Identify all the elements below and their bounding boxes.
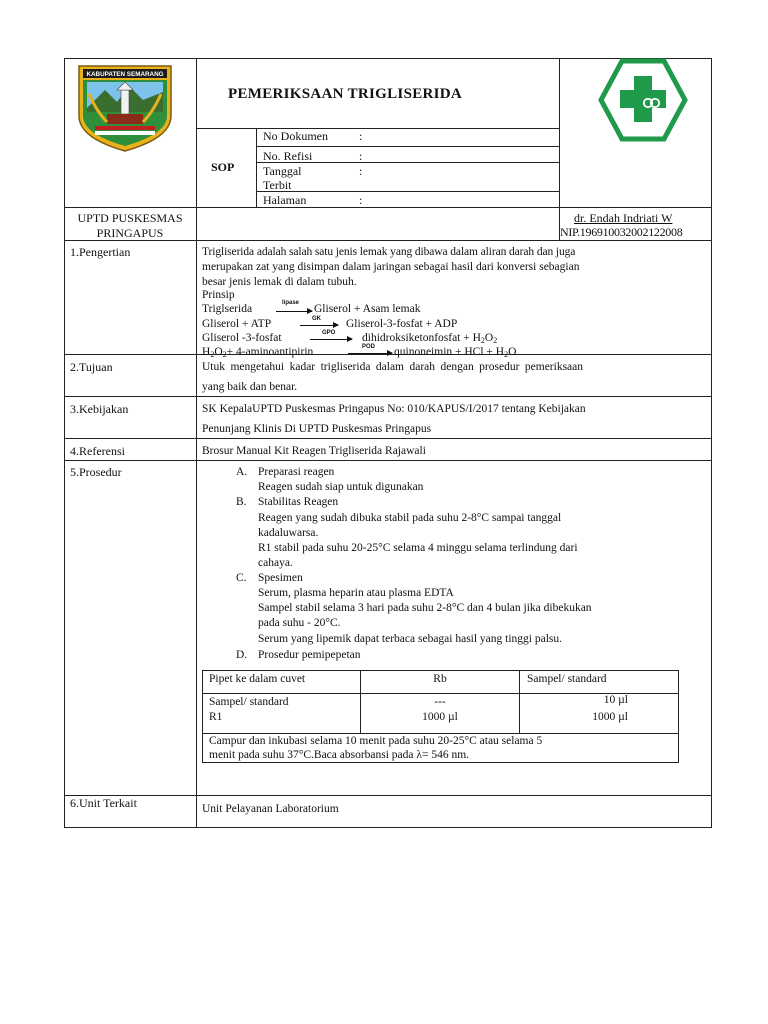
section-label-prosedur: 5.Prosedur bbox=[70, 465, 122, 479]
field-tanggal: Tanggal bbox=[263, 164, 302, 178]
reaction-2-left: Gliserol + ATP bbox=[202, 318, 272, 330]
list-item-title: Spesimen bbox=[258, 572, 303, 584]
section-label-referensi: 4.Referensi bbox=[70, 444, 125, 458]
field-no-dokumen: No Dokumen bbox=[263, 129, 328, 143]
reaction-1-right: Gliserol + Asam lemak bbox=[314, 303, 421, 315]
svg-text:KABUPATEN SEMARANG: KABUPATEN SEMARANG bbox=[86, 71, 164, 78]
unit-text: Unit Pelayanan Laboratorium bbox=[202, 803, 339, 815]
reaction-3-left: Gliserol -3-fosfat bbox=[202, 332, 282, 344]
enzyme-gk: GK bbox=[312, 316, 321, 322]
list-item-title: Stabilitas Reagen bbox=[258, 496, 339, 508]
pengertian-text: merupakan zat yang disimpan dalam jaringan sebagai hasil dari konversi sebagian bbox=[202, 261, 580, 273]
list-item-text: cahaya. bbox=[258, 557, 293, 569]
table-row-label: R1 bbox=[209, 711, 223, 723]
signer-name: dr. Endah Indriati W bbox=[574, 211, 673, 225]
table-cell: 1000 µl bbox=[422, 711, 458, 723]
sop-label: SOP bbox=[211, 160, 235, 174]
table-header: Rb bbox=[433, 673, 447, 685]
reaction-arrow bbox=[310, 339, 352, 340]
list-item-text: pada suhu - 20°C. bbox=[258, 617, 341, 629]
field-sep: : bbox=[359, 149, 363, 163]
list-marker: B. bbox=[236, 496, 247, 508]
table-note: Campur dan inkubasi selama 10 menit pada suhu 20-25°C atau selama 5 bbox=[209, 735, 543, 747]
field-no-refisi: No. Refisi bbox=[263, 149, 313, 163]
field-sep: : bbox=[359, 193, 363, 207]
list-marker: D. bbox=[236, 649, 248, 661]
list-item-title: Preparasi reagen bbox=[258, 466, 335, 478]
table-cell: --- bbox=[434, 696, 446, 708]
reaction-1-left: Triglserida bbox=[202, 303, 253, 315]
list-item-text: kadaluwarsa. bbox=[258, 527, 319, 539]
list-item-text: Reagen sudah siap untuk digunakan bbox=[258, 481, 424, 493]
pengertian-text: Trigliserida adalah salah satu jenis lemak yang dibawa dalam aliran darah dan juga bbox=[202, 246, 576, 258]
kebijakan-text: SK KepalaUPTD Puskesmas Pringapus No: 010/KAPUS/I/2017 tentang Kebijakan bbox=[202, 403, 586, 415]
prinsip-heading: Prinsip bbox=[202, 289, 235, 301]
list-item-text: Sampel stabil selama 3 hari pada suhu 2-8°C dan 4 bulan jika dibekukan bbox=[258, 602, 592, 614]
list-item-text: Serum yang lipemik dapat terbaca sebagai hasil yang tinggi palsu. bbox=[258, 633, 563, 645]
reaction-arrow bbox=[348, 353, 392, 354]
tujuan-text: Utuk mengetahui kadar trigliserida dalam darah dengan prosedur pemeriksaan bbox=[202, 361, 584, 373]
section-label-kebijakan: 3.Kebijakan bbox=[70, 402, 129, 416]
table-note: menit pada suhu 37°C.Baca absorbansi pada λ= 546 nm. bbox=[209, 749, 470, 761]
enzyme-lipase: lipase bbox=[282, 300, 300, 306]
list-marker: A. bbox=[236, 466, 248, 478]
table-cell: 10 µl bbox=[603, 694, 628, 706]
field-halaman: Halaman bbox=[263, 193, 307, 207]
table-row-label: Sampel/ standard bbox=[209, 696, 289, 708]
enzyme-gpo: GPO bbox=[322, 330, 336, 336]
list-item-text: Reagen yang sudah dibuka stabil pada suhu 2-8°C sampai tanggal bbox=[258, 512, 562, 524]
list-item-title: Prosedur pemipepetan bbox=[258, 649, 361, 661]
reaction-3-right: dihidroksiketonfosfat + $H_2O_2$ bbox=[362, 332, 498, 345]
tujuan-text: yang baik dan benar. bbox=[202, 381, 298, 393]
table-header: Pipet ke dalam cuvet bbox=[209, 673, 306, 685]
list-item-text: Serum, plasma heparin atau plasma EDTA bbox=[258, 587, 454, 599]
pengertian-text: besar jenis lemak di dalam tubuh. bbox=[202, 276, 357, 288]
section-label-pengertian: 1.Pengertian bbox=[70, 245, 131, 259]
field-terbit: Terbit bbox=[263, 178, 292, 192]
reaction-arrow bbox=[276, 311, 312, 312]
reaction-4-right: quinoneimin + HCl + $H_2O$ bbox=[394, 346, 517, 359]
org-name-line2: PRINGAPUS bbox=[96, 226, 164, 240]
section-label-tujuan: 2.Tujuan bbox=[70, 360, 113, 374]
list-item-text: R1 stabil pada suhu 20-25°C selama 4 minggu selama terlindung dari bbox=[258, 542, 578, 554]
section-label-unit: 6.Unit Terkait bbox=[70, 796, 137, 810]
field-sep: : bbox=[359, 129, 363, 143]
field-sep: : bbox=[359, 164, 363, 178]
enzyme-pod: POD bbox=[362, 344, 376, 350]
regency-logo bbox=[77, 64, 173, 152]
reaction-2-right: Gliserol-3-fosfat + ADP bbox=[346, 318, 458, 330]
referensi-text: Brosur Manual Kit Reagen Trigliserida Rajawali bbox=[202, 445, 426, 457]
health-cross-logo bbox=[598, 58, 688, 142]
table-header: Sampel/ standard bbox=[527, 673, 607, 685]
signer-nip: NIP.196910032002122008 bbox=[560, 225, 683, 239]
reaction-arrow bbox=[300, 325, 338, 326]
list-marker: C. bbox=[236, 572, 247, 584]
org-name: UPTD PUSKESMAS bbox=[77, 211, 183, 225]
page-title: PEMERIKSAAN TRIGLISERIDA bbox=[228, 86, 463, 102]
kebijakan-text: Penunjang Klinis Di UPTD Puskesmas Pringapus bbox=[202, 423, 432, 435]
table-cell: 1000 µl bbox=[592, 711, 628, 723]
reaction-4-left: $H_2O_2+$ 4-aminoantipirin bbox=[202, 346, 314, 359]
